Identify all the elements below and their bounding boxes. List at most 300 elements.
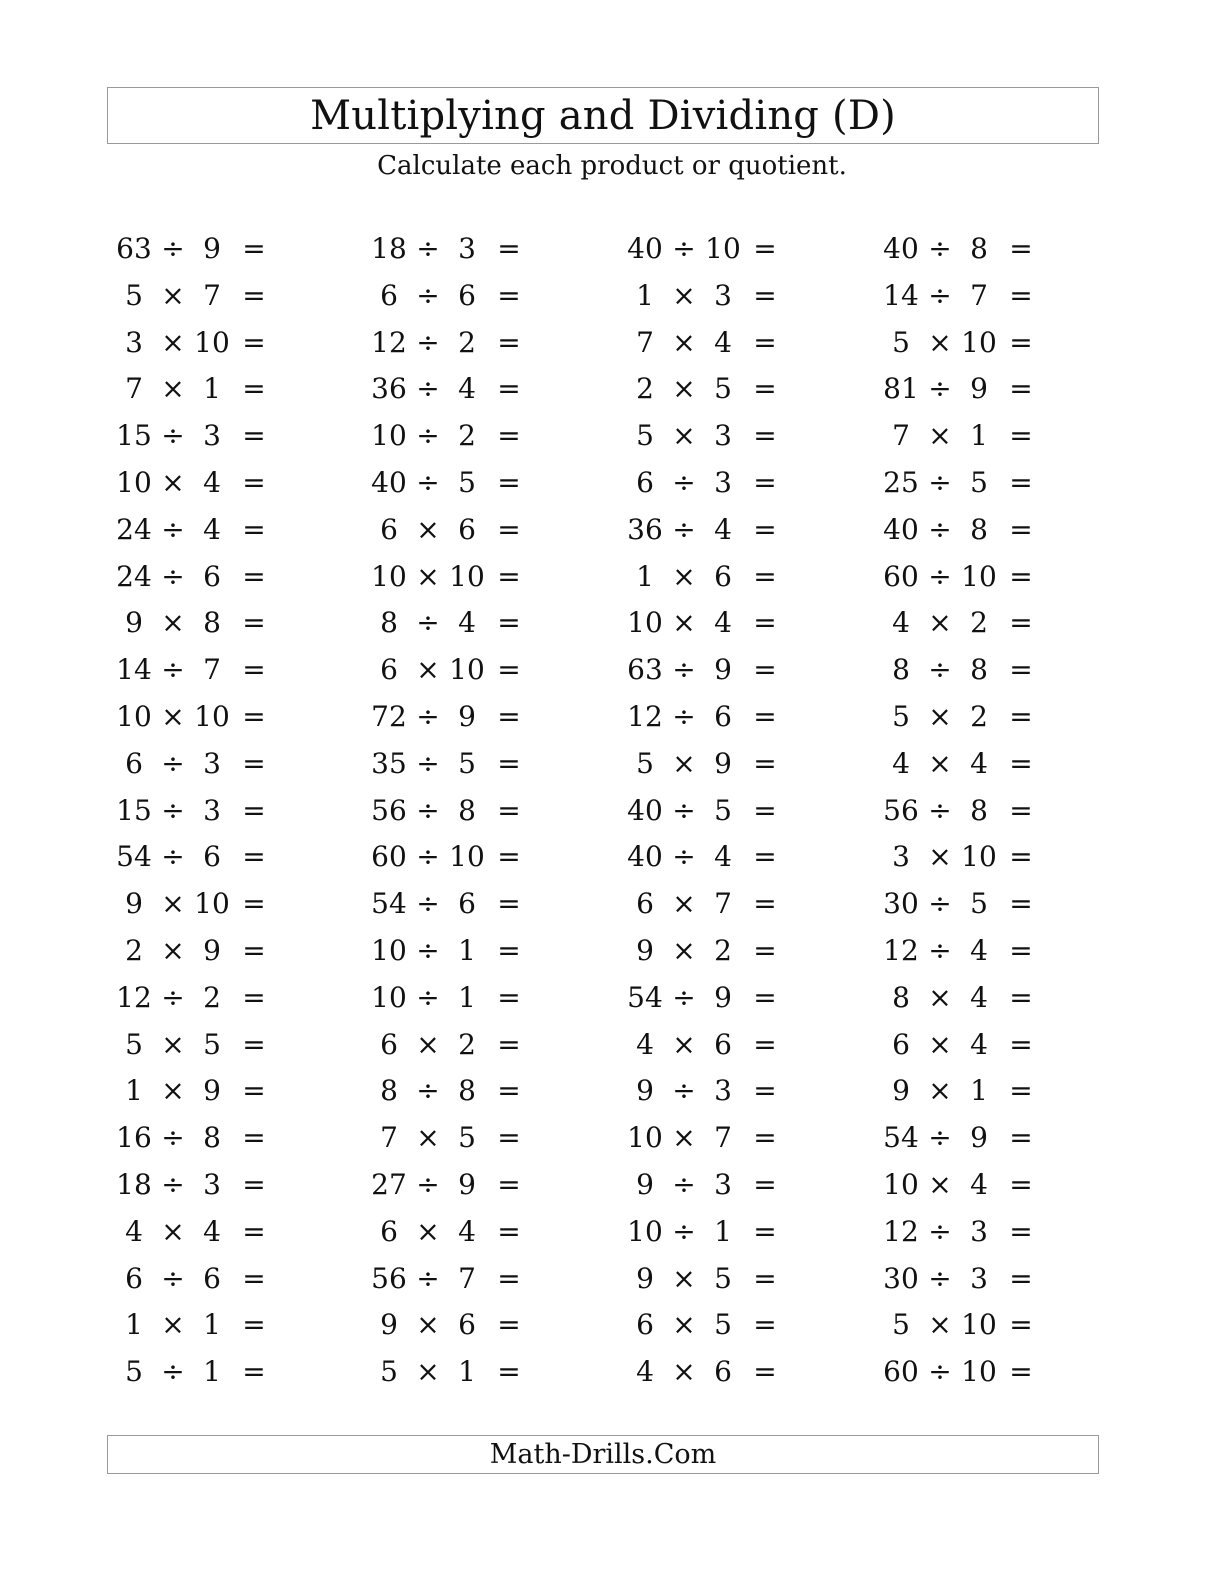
operand-a: 6 bbox=[125, 1261, 143, 1295]
operator: ÷ bbox=[416, 746, 440, 780]
operator: ÷ bbox=[928, 653, 952, 687]
operand-b: 2 bbox=[458, 1027, 476, 1061]
operator: ÷ bbox=[161, 653, 185, 687]
operand-b: 6 bbox=[714, 1355, 732, 1389]
equals-sign: = bbox=[242, 887, 266, 921]
operand-b: 4 bbox=[714, 512, 732, 546]
equals-sign: = bbox=[753, 840, 777, 874]
equals-sign: = bbox=[497, 1261, 521, 1295]
equals-sign: = bbox=[497, 887, 521, 921]
operand-b: 4 bbox=[203, 466, 221, 499]
problem-row bbox=[623, 741, 823, 788]
operand-b: 10 bbox=[194, 887, 230, 921]
operand-a: 56 bbox=[371, 1261, 407, 1295]
operand-b: 6 bbox=[203, 1261, 221, 1295]
problem-row bbox=[623, 881, 823, 928]
problem-row bbox=[367, 647, 567, 694]
operand-a: 40 bbox=[627, 840, 663, 874]
operand-a: 8 bbox=[892, 653, 910, 687]
operator: × bbox=[672, 1308, 696, 1342]
operand-a: 1 bbox=[125, 1308, 143, 1342]
equals-sign: = bbox=[753, 606, 777, 640]
operand-a: 16 bbox=[116, 1121, 152, 1155]
operator: × bbox=[161, 1214, 185, 1248]
operator: × bbox=[161, 1308, 185, 1342]
operand-b: 10 bbox=[194, 700, 230, 733]
operand-a: 7 bbox=[380, 1121, 398, 1155]
operand-b: 4 bbox=[458, 606, 476, 640]
problem-row bbox=[879, 554, 1079, 601]
equals-sign: = bbox=[753, 325, 777, 359]
equals-sign: = bbox=[497, 653, 521, 687]
problem-row bbox=[623, 834, 823, 881]
operator: ÷ bbox=[161, 232, 185, 265]
operand-a: 9 bbox=[125, 887, 143, 921]
equals-sign: = bbox=[497, 840, 521, 874]
operand-b: 9 bbox=[714, 653, 732, 687]
operand-a: 5 bbox=[636, 419, 654, 453]
operand-b: 5 bbox=[458, 746, 476, 780]
operator: ÷ bbox=[161, 512, 185, 546]
problem-row bbox=[112, 881, 312, 928]
equals-sign: = bbox=[242, 653, 266, 687]
problem-row bbox=[879, 1068, 1079, 1115]
operator: ÷ bbox=[161, 1355, 185, 1389]
problem-row bbox=[879, 1302, 1079, 1349]
operand-b: 9 bbox=[203, 934, 221, 967]
operand-b: 3 bbox=[714, 419, 732, 453]
problem-row bbox=[367, 928, 567, 975]
operand-b: 4 bbox=[970, 980, 988, 1014]
operand-a: 3 bbox=[892, 840, 910, 874]
operand-a: 4 bbox=[636, 1027, 654, 1061]
operand-b: 5 bbox=[458, 466, 476, 499]
problem-row bbox=[367, 1068, 567, 1115]
operand-b: 8 bbox=[458, 1074, 476, 1108]
equals-sign: = bbox=[242, 1355, 266, 1389]
equals-sign: = bbox=[242, 793, 266, 827]
operand-b: 7 bbox=[203, 653, 221, 687]
problem-row bbox=[879, 1256, 1079, 1303]
problem-row bbox=[879, 1162, 1079, 1209]
operator: ÷ bbox=[928, 232, 952, 265]
equals-sign: = bbox=[242, 700, 266, 733]
operand-a: 81 bbox=[883, 372, 919, 406]
operand-a: 12 bbox=[371, 325, 407, 359]
problem-row bbox=[112, 1068, 312, 1115]
problem-row bbox=[879, 647, 1079, 694]
equals-sign: = bbox=[242, 840, 266, 874]
operand-a: 10 bbox=[627, 1214, 663, 1248]
operator: × bbox=[672, 887, 696, 921]
operand-b: 10 bbox=[961, 325, 997, 359]
operand-b: 8 bbox=[458, 793, 476, 827]
problem-row bbox=[112, 694, 312, 741]
equals-sign: = bbox=[242, 466, 266, 499]
problem-row bbox=[367, 741, 567, 788]
operand-a: 24 bbox=[116, 559, 152, 593]
equals-sign: = bbox=[497, 793, 521, 827]
problem-row bbox=[623, 1256, 823, 1303]
equals-sign: = bbox=[753, 466, 777, 499]
problem-row bbox=[879, 975, 1079, 1022]
operator: × bbox=[161, 1074, 185, 1108]
operand-a: 5 bbox=[125, 278, 143, 312]
operator: × bbox=[928, 1168, 952, 1201]
equals-sign: = bbox=[1009, 419, 1033, 453]
operand-a: 40 bbox=[883, 512, 919, 546]
operator: ÷ bbox=[928, 466, 952, 499]
operand-b: 5 bbox=[970, 887, 988, 921]
problem-row bbox=[879, 834, 1079, 881]
operand-b: 1 bbox=[458, 934, 476, 967]
operator: ÷ bbox=[672, 793, 696, 827]
operator: × bbox=[928, 1027, 952, 1061]
problem-row bbox=[879, 1115, 1079, 1162]
problem-row bbox=[623, 1022, 823, 1069]
equals-sign: = bbox=[497, 700, 521, 733]
equals-sign: = bbox=[753, 653, 777, 687]
problem-row bbox=[879, 600, 1079, 647]
problem-row bbox=[112, 1022, 312, 1069]
operand-a: 4 bbox=[125, 1214, 143, 1248]
operator: × bbox=[672, 746, 696, 780]
operand-a: 10 bbox=[883, 1168, 919, 1201]
equals-sign: = bbox=[242, 1074, 266, 1108]
equals-sign: = bbox=[753, 1355, 777, 1389]
operand-a: 40 bbox=[627, 232, 663, 265]
equals-sign: = bbox=[497, 1121, 521, 1155]
operator: ÷ bbox=[928, 1261, 952, 1295]
problem-row bbox=[623, 226, 823, 273]
operator: ÷ bbox=[928, 934, 952, 967]
equals-sign: = bbox=[1009, 232, 1033, 265]
operand-a: 63 bbox=[116, 232, 152, 265]
problem-row bbox=[623, 1349, 823, 1396]
operand-a: 1 bbox=[125, 1074, 143, 1108]
operator: × bbox=[672, 934, 696, 967]
operand-a: 2 bbox=[636, 372, 654, 406]
operand-b: 4 bbox=[714, 325, 732, 359]
equals-sign: = bbox=[1009, 1214, 1033, 1248]
equals-sign: = bbox=[497, 325, 521, 359]
equals-sign: = bbox=[1009, 1027, 1033, 1061]
instructions: Calculate each product or quotient. bbox=[377, 151, 847, 181]
operand-b: 9 bbox=[970, 372, 988, 406]
operand-b: 7 bbox=[970, 278, 988, 312]
equals-sign: = bbox=[753, 700, 777, 733]
equals-sign: = bbox=[1009, 372, 1033, 406]
operand-b: 6 bbox=[458, 1308, 476, 1342]
operand-a: 6 bbox=[892, 1027, 910, 1061]
operator: ÷ bbox=[161, 980, 185, 1014]
operator: ÷ bbox=[161, 1121, 185, 1155]
problem-row bbox=[879, 881, 1079, 928]
operand-b: 4 bbox=[203, 512, 221, 546]
problem-grid bbox=[0, 226, 1224, 1398]
equals-sign: = bbox=[1009, 1261, 1033, 1295]
operator: × bbox=[416, 559, 440, 593]
operator: × bbox=[161, 700, 185, 733]
operand-b: 4 bbox=[714, 606, 732, 640]
equals-sign: = bbox=[497, 372, 521, 406]
problem-row bbox=[623, 366, 823, 413]
problem-row bbox=[112, 1302, 312, 1349]
equals-sign: = bbox=[753, 887, 777, 921]
operand-a: 4 bbox=[636, 1355, 654, 1389]
operand-b: 6 bbox=[458, 887, 476, 921]
operand-b: 9 bbox=[458, 700, 476, 733]
problem-row bbox=[112, 834, 312, 881]
equals-sign: = bbox=[753, 1168, 777, 1201]
problem-row bbox=[879, 320, 1079, 367]
problem-row bbox=[623, 788, 823, 835]
problem-row bbox=[112, 507, 312, 554]
operand-a: 54 bbox=[371, 887, 407, 921]
problem-row bbox=[112, 1162, 312, 1209]
operator: ÷ bbox=[928, 512, 952, 546]
equals-sign: = bbox=[242, 419, 266, 453]
operator: × bbox=[672, 606, 696, 640]
operator: × bbox=[928, 980, 952, 1014]
equals-sign: = bbox=[753, 559, 777, 593]
operator: × bbox=[161, 278, 185, 312]
operand-b: 3 bbox=[203, 746, 221, 780]
operand-a: 60 bbox=[883, 559, 919, 593]
operand-a: 9 bbox=[125, 606, 143, 640]
operand-b: 10 bbox=[449, 653, 485, 687]
problem-row bbox=[623, 413, 823, 460]
operand-b: 10 bbox=[961, 840, 997, 874]
operand-b: 7 bbox=[203, 278, 221, 312]
problem-row bbox=[623, 975, 823, 1022]
operand-b: 3 bbox=[714, 466, 732, 499]
operand-b: 10 bbox=[961, 1308, 997, 1342]
problem-row bbox=[623, 647, 823, 694]
problem-row bbox=[367, 1162, 567, 1209]
problem-row bbox=[623, 1209, 823, 1256]
operand-b: 1 bbox=[970, 1074, 988, 1108]
operator: × bbox=[928, 419, 952, 453]
equals-sign: = bbox=[242, 1121, 266, 1155]
operand-b: 4 bbox=[970, 1027, 988, 1061]
operand-b: 3 bbox=[203, 1168, 221, 1201]
equals-sign: = bbox=[497, 512, 521, 546]
operator: × bbox=[672, 1355, 696, 1389]
operator: ÷ bbox=[928, 1121, 952, 1155]
equals-sign: = bbox=[1009, 1355, 1033, 1389]
operand-a: 30 bbox=[883, 1261, 919, 1295]
operand-b: 9 bbox=[714, 980, 732, 1014]
operand-b: 6 bbox=[714, 700, 732, 733]
operand-b: 8 bbox=[970, 793, 988, 827]
operand-a: 12 bbox=[116, 980, 152, 1014]
operand-a: 2 bbox=[125, 934, 143, 967]
operand-a: 40 bbox=[883, 232, 919, 265]
operand-a: 54 bbox=[627, 980, 663, 1014]
equals-sign: = bbox=[753, 372, 777, 406]
problem-row bbox=[367, 226, 567, 273]
operator: ÷ bbox=[161, 419, 185, 453]
operator: ÷ bbox=[928, 793, 952, 827]
operand-b: 1 bbox=[458, 1355, 476, 1389]
equals-sign: = bbox=[1009, 1121, 1033, 1155]
equals-sign: = bbox=[753, 1121, 777, 1155]
operand-b: 1 bbox=[458, 980, 476, 1014]
operand-b: 6 bbox=[714, 559, 732, 593]
operand-a: 5 bbox=[636, 746, 654, 780]
operand-a: 5 bbox=[380, 1355, 398, 1389]
equals-sign: = bbox=[1009, 887, 1033, 921]
problem-row bbox=[879, 460, 1079, 507]
operand-a: 6 bbox=[636, 466, 654, 499]
operator: ÷ bbox=[928, 1355, 952, 1389]
equals-sign: = bbox=[1009, 700, 1033, 733]
operand-b: 2 bbox=[458, 325, 476, 359]
operator: × bbox=[416, 1308, 440, 1342]
operand-b: 8 bbox=[203, 1121, 221, 1155]
equals-sign: = bbox=[497, 559, 521, 593]
operator: ÷ bbox=[161, 559, 185, 593]
operator: ÷ bbox=[416, 700, 440, 733]
problem-row bbox=[112, 1209, 312, 1256]
operand-b: 3 bbox=[714, 1074, 732, 1108]
operand-a: 12 bbox=[883, 934, 919, 967]
operand-a: 9 bbox=[892, 1074, 910, 1108]
operand-b: 9 bbox=[714, 746, 732, 780]
operand-a: 14 bbox=[883, 278, 919, 312]
operator: × bbox=[672, 559, 696, 593]
problem-row bbox=[367, 600, 567, 647]
operator: ÷ bbox=[161, 793, 185, 827]
operator: ÷ bbox=[672, 232, 696, 265]
equals-sign: = bbox=[1009, 1168, 1033, 1201]
operator: × bbox=[161, 1027, 185, 1061]
equals-sign: = bbox=[1009, 653, 1033, 687]
equals-sign: = bbox=[242, 559, 266, 593]
equals-sign: = bbox=[1009, 934, 1033, 967]
operand-a: 4 bbox=[892, 746, 910, 780]
problem-row bbox=[112, 928, 312, 975]
problem-row bbox=[623, 1068, 823, 1115]
problem-row bbox=[112, 975, 312, 1022]
equals-sign: = bbox=[497, 1355, 521, 1389]
operand-b: 2 bbox=[458, 419, 476, 453]
operand-b: 2 bbox=[714, 934, 732, 967]
operand-a: 10 bbox=[116, 700, 152, 733]
operand-b: 8 bbox=[203, 606, 221, 640]
operator: ÷ bbox=[928, 1214, 952, 1248]
problem-row bbox=[112, 1115, 312, 1162]
equals-sign: = bbox=[242, 1168, 266, 1201]
operand-b: 3 bbox=[714, 1168, 732, 1201]
equals-sign: = bbox=[242, 1261, 266, 1295]
equals-sign: = bbox=[753, 232, 777, 265]
operand-b: 4 bbox=[970, 1168, 988, 1201]
operator: ÷ bbox=[416, 934, 440, 967]
equals-sign: = bbox=[497, 746, 521, 780]
problem-row bbox=[879, 1349, 1079, 1396]
footer bbox=[107, 1435, 1099, 1474]
operand-a: 10 bbox=[371, 419, 407, 453]
operator: × bbox=[928, 1074, 952, 1108]
problem-row bbox=[879, 1209, 1079, 1256]
problem-row bbox=[367, 1115, 567, 1162]
problem-row bbox=[112, 413, 312, 460]
equals-sign: = bbox=[497, 1074, 521, 1108]
problem-row bbox=[879, 507, 1079, 554]
equals-sign: = bbox=[1009, 606, 1033, 640]
equals-sign: = bbox=[753, 793, 777, 827]
problem-row bbox=[112, 1349, 312, 1396]
problem-row bbox=[367, 834, 567, 881]
operand-a: 9 bbox=[636, 934, 654, 967]
equals-sign: = bbox=[242, 980, 266, 1014]
operator: ÷ bbox=[416, 1261, 440, 1295]
operand-b: 10 bbox=[194, 325, 230, 359]
problem-row bbox=[367, 1022, 567, 1069]
equals-sign: = bbox=[753, 1261, 777, 1295]
operator: × bbox=[416, 1121, 440, 1155]
operand-b: 5 bbox=[458, 1121, 476, 1155]
operand-b: 3 bbox=[714, 278, 732, 312]
operator: × bbox=[161, 934, 185, 967]
operator: ÷ bbox=[672, 840, 696, 874]
operand-a: 63 bbox=[627, 653, 663, 687]
operator: ÷ bbox=[928, 278, 952, 312]
operand-a: 60 bbox=[883, 1355, 919, 1389]
operator: × bbox=[161, 606, 185, 640]
problem-row bbox=[112, 460, 312, 507]
operator: × bbox=[672, 372, 696, 406]
operand-b: 10 bbox=[449, 840, 485, 874]
equals-sign: = bbox=[1009, 793, 1033, 827]
operand-b: 1 bbox=[203, 372, 221, 406]
operand-b: 5 bbox=[970, 466, 988, 499]
problem-row bbox=[367, 413, 567, 460]
operator: ÷ bbox=[416, 466, 440, 499]
problem-row bbox=[112, 741, 312, 788]
problem-row bbox=[623, 1115, 823, 1162]
operand-b: 7 bbox=[714, 887, 732, 921]
operand-b: 10 bbox=[449, 559, 485, 593]
operand-a: 36 bbox=[371, 372, 407, 406]
operator: × bbox=[161, 372, 185, 406]
operator: ÷ bbox=[672, 1074, 696, 1108]
equals-sign: = bbox=[242, 232, 266, 265]
operator: ÷ bbox=[672, 980, 696, 1014]
operator: × bbox=[672, 1027, 696, 1061]
operand-a: 18 bbox=[116, 1168, 152, 1201]
problem-row bbox=[367, 1302, 567, 1349]
equals-sign: = bbox=[753, 419, 777, 453]
operand-a: 15 bbox=[116, 419, 152, 453]
equals-sign: = bbox=[753, 1074, 777, 1108]
operator: ÷ bbox=[416, 232, 440, 265]
operator: × bbox=[161, 887, 185, 921]
equals-sign: = bbox=[497, 934, 521, 967]
operand-b: 4 bbox=[970, 934, 988, 967]
operator: ÷ bbox=[928, 559, 952, 593]
operand-b: 8 bbox=[970, 653, 988, 687]
page-title: Multiplying and Dividing (D) bbox=[310, 92, 896, 139]
problem-row bbox=[112, 366, 312, 413]
operand-a: 25 bbox=[883, 466, 919, 499]
operator: × bbox=[672, 278, 696, 312]
equals-sign: = bbox=[497, 466, 521, 499]
operator: ÷ bbox=[161, 746, 185, 780]
operand-a: 35 bbox=[371, 746, 407, 780]
